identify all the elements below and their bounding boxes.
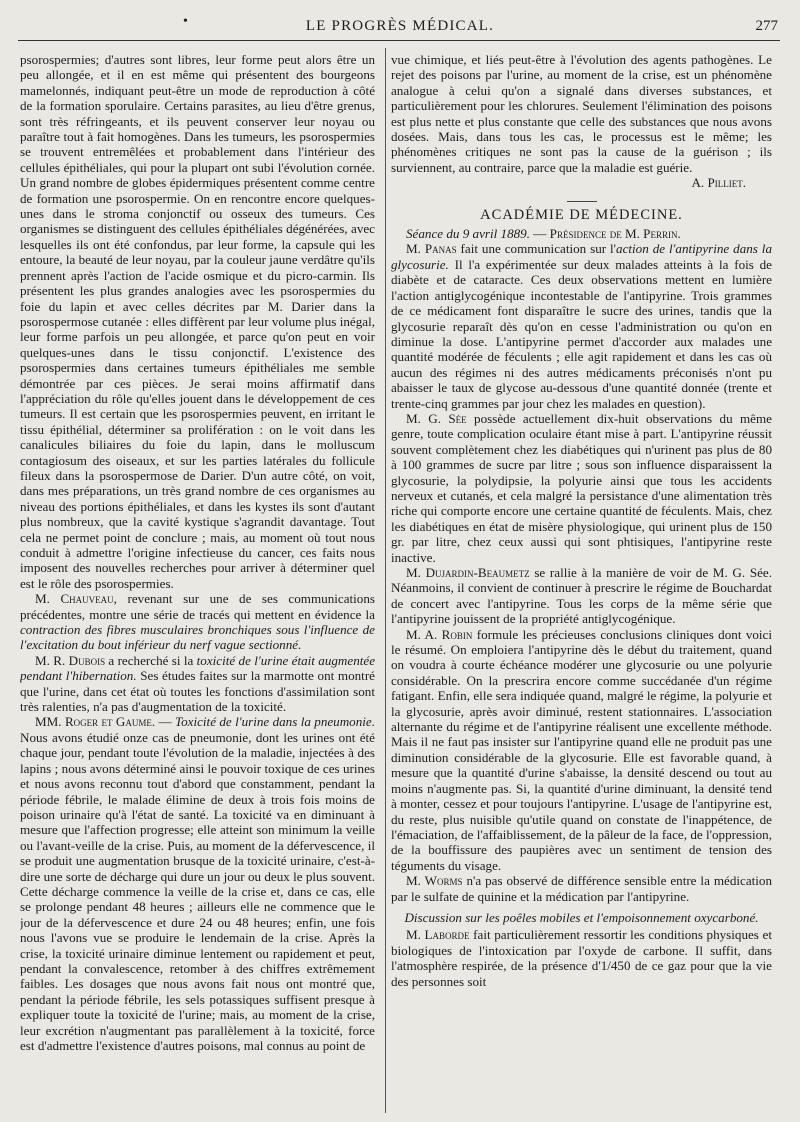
italic-topic: contraction des fibres musculaires bronchiques sous l'influence de l'excitation du bout inférieur du nerf vague sectionné. bbox=[20, 622, 375, 653]
paragraph-dujardin-beaumetz bbox=[391, 565, 772, 627]
section-rule bbox=[567, 201, 597, 202]
section-title bbox=[391, 201, 772, 223]
paragraph-panas bbox=[391, 241, 772, 410]
paragraph-text: revenant sur une de ses communications précédentes, montre une série de tracés qui mettent en évidence la bbox=[20, 591, 375, 622]
discussion-title: Discussion sur les poêles mobiles et l'empoisonnement oxycarboné. bbox=[404, 909, 759, 925]
header-rule bbox=[18, 40, 780, 41]
paragraph-text: Il l'a expérimentée sur deux malades atteints à la fois de diabète et de cataracte. Ces deux observations mettent en lumière l'action antiglycogénique incontestable de l'antipyrine. Trois grammes de ce médicament font disparaître le sucre des urines, tandis que la glycosurie reparaît dès qu'on en cesse l'administration ou qu'on en diminue la dose. L'antipyrine permet d'accorder aux malades une quantité modérée de féculents ; elle agit rapidement et dans les cas où aucun des régimes ni des autres médicaments préconisés n'ont pu abaisser le taux de glycose au-dessous d'une quantité donnée (trente et trente-cinq grammes par jour chez les malades en question). bbox=[391, 256, 772, 411]
paragraph-continuation: vue chimique, et liés peut-être à l'évolution des agents pathogènes. Le rejet des poisons par l'urine, au moment de la crise, est un phénomène analogue à celui qu'on a signalé dans diverses substances, et particulièrement pour les chlorures. Seulement l'élimination des poisons est plus nette et plus constante que celle des substances que nous avons dosées. Mais, dans tous les cas, le processus est le même; les phénomènes critiques ne sont pas la cause de la guérison ; ils surviennent, au contraire, parce que la maladie est guérie. bbox=[391, 52, 772, 175]
column-divider bbox=[385, 48, 386, 1113]
dash-separator: — bbox=[155, 714, 176, 730]
paragraph-psorospermies: psorospermies; d'autres sont libres, leur forme peut alors être un peu allongée, et il en est même qui présentent des bourgeons mamelonnés, indiquant peut-être un mode de reproduction à côté de la formation sporulaire. Certains parasites, au lieu d'être grenus, sont très réfringeants, et ils peuvent conserver leur noyau ou paraître tout à fait homogènes. Dans les tumeurs, les psorospermies se trouvent entremêlées et probablement dans l'intérieur des cellules épithéliales, qui pour la plupart ont subi l'évolution cornée. Un grand nombre de globes épidermiques présentent comme centre de formation une psorospermie. On en rencontre encore quelques-unes dans le stroma conjonctif ou osseux des tumeurs. Ces organismes se distinguent des cellules épithéliales dégénérées, avec lesquelles ils ont été confondus, par leur forme, la capsule qui les entoure, la beauté de leur noyau, par la couleur jaune verdâtre qu'ils prennent après l'action de l'acide osmique et du picro-carmin. Ils présentent les plus grandes analogies avec les psorospermies du foie du lapin et avec celles décrites par M. Darier dans la psorospermose cutanée : elles diffèrent par leur volume plus inégal, leur forme parfois un peu allongée, et parce qu'on peut en voir quelques-unes dans le tissu conjonctif. L'existence des psorospermies dans certaines tumeurs épithéliales me semble démontrée par ces pièces. Je serai moins affirmatif dans l'appréciation du rôle qu'elles jouent dans le développement de ces tumeurs. Il est certain que les psorospermies peuvent, en irritant le tissu épithélial, déterminer sa prolifération : on le voit dans les canalicules biliaires du foie du lapin, dans le molluscum contagiosum des oiseaux, et sur les parties latérales du follicule fileux dans la psorospermose de Darier. D'un autre côté, on voit, dans mes préparations, un très grand nombre de ces organismes au niveau des portions épithéliales, et dans les kystes ils sont d'autant plus nombreux, que la cavité kystique s'agrandit davantage. Tout cela ne permet point de conclure ; mais, au moment où tout nous conduit à admettre l'origine infectieuse du cancer, ces faits nous imposent des nouvelles recherches pour arriver à déterminer quel est le rôle des psorospermies. bbox=[20, 52, 375, 591]
author-name: M. A. Robin bbox=[406, 626, 473, 642]
seance-date: Séance du 9 avril 1889. bbox=[406, 226, 531, 242]
paragraph-text: possède actuellement dix-huit observations du même genre, toute complication oculaire étant mise à part. L'antipyrine réussit souvent complètement chez les diabétiques qui n'urinent pas plus de 80 à 100 grammes de sucre par litre ; sous son influence disparaissent la glycosurie, la polydipsie, la polyurie ainsi que tous les accidents nerveux et cutanés, et cela malgré la persistance d'une alimentation très riche qui comporte encore une certaine quantité de féculents. Mais, chez les diabétiques en état de misère physiologique, qui urinent plus de 150 gr. par litre, chez ceux aussi qui sont phtisiques, l'antipyrine reste inactive. bbox=[391, 410, 772, 565]
italic-topic: action de l'antipyrine dans la glycosurie. bbox=[391, 241, 772, 272]
header-dot: • bbox=[183, 14, 188, 29]
paragraph-text: formule les précieuses conclusions cliniques dont voici le résumé. On emploiera l'antipyrine dès le début du traitement, quand on voudra à courte échéance modérer une glycosurie ou une polyurie considérable. On la prescrira encore comme succédanée d'un régime fatigant. Enfin, elle sera indiquée quand, malgré le régime, la polyurie et la glycosurie, après avoir diminué, restent stationnaires. L'association alternante du régime et de l'antipyrine réalisent une excellente méthode. Mais il ne faut pas insister sur l'antipyrine quand elle ne produit pas une diminution considérable de la glycosurie. Elle est favorable quand, à mesure que la quantité d'urine s'abaisse, la densité descend ou tout au moins n'augmente pas. Si, la quantité d'urine diminuant, la densité tend à monter, cessez et pour toujours l'antipyrine. L'usage de l'antipyrine est, du reste, plus nuisible qu'utile quand on constate de l'inappétence, de l'émaciation, de l'affaiblissement, de la pâleur de la face, de l'oppression, de la bouffissure des paupières avec un sentiment de tension des téguments du visage. bbox=[391, 626, 772, 873]
paragraph-robin bbox=[391, 627, 772, 874]
author-name: M. Worms bbox=[406, 873, 463, 889]
italic-topic: toxicité de l'urine était augmentée pendant l'hibernation. bbox=[20, 652, 375, 684]
presidence: Présidence de M. Perrin. bbox=[549, 226, 681, 242]
author-name: M. Dujardin-Beaumetz bbox=[406, 565, 530, 580]
section-title-text: ACADÉMIE DE MÉDECINE. bbox=[480, 206, 683, 223]
author-name: MM. Roger et Gaume. bbox=[35, 714, 156, 730]
paragraph-see bbox=[391, 411, 772, 565]
author-name: M. Panas bbox=[406, 241, 457, 257]
journal-title: LE PROGRÈS MÉDICAL. bbox=[305, 18, 495, 34]
page-number: 277 bbox=[755, 18, 778, 34]
paragraph-text: Nous avons étudié onze cas de pneumonie, dont les urines ont été chaque jour, pendant toute l'évolution de la maladie, injectées à des lapins ; nous avons déterminé ainsi le pouvoir toxique de ces urines et nous avons reconnu tout d'abord que constamment, pendant la période fébrile, le malade élimine de deux à trois fois moins de poison urinaire qu'à l'état de santé. La toxicité va en diminuant à mesure que l'affection progresse; elle atteint son minimum la veille ou l'avant-veille de la crise. Puis, au moment de la défervescence, il se produit une augmentation brusque de la toxicité urinaire, c'est-à-dire une sorte de décharge qui dure un jour ou deux le plus souvent. Cette décharge commence la veille de la crise et, dans ce cas, elle se prolonge pendant 48 heures ; ailleurs elle ne commence que le jour de la défervescence et dure 24 ou 48 heures; enfin, une fois nous l'avons vue se produire le lendemain de la crise. Après la crise, la toxicité urinaire diminue lentement ou rapidement et peut, pendant la convalescence, retomber à des chiffres extrêmement faibles. Les dosages que nous avons fait nous ont montré que, pendant la période fébrile, les sels potassiques suffisent presque à expliquer toute la toxicité de l'urine; mais, au moment de la crise, leur excrétion n'augmentant pas parallèlement à la toxicité, force est d'admettre l'existence d'autres poisons, mal connus au point de bbox=[20, 729, 375, 1053]
author-name: M. Laborde bbox=[406, 927, 470, 943]
dash-separator: — bbox=[530, 226, 550, 242]
author-name: M. G. Sée bbox=[406, 410, 467, 426]
paragraph-worms bbox=[391, 873, 772, 904]
left-column bbox=[20, 52, 375, 1112]
paragraph-chauveau bbox=[20, 591, 375, 653]
paragraph-text: fait une communication sur l' bbox=[456, 241, 617, 257]
paragraph-roger-gaume bbox=[20, 714, 375, 1053]
paragraph-text: Ses études faites sur la marmotte ont montré que l'urine, dans cet état où toutes les fonctions d'assimilation sont très ralenties, n'a pas d'augmentation de la toxicité. bbox=[20, 668, 375, 715]
right-column bbox=[391, 52, 772, 1112]
paragraph-dubois bbox=[20, 653, 375, 715]
author-name: M. R. Dubois bbox=[35, 652, 106, 668]
author-name: M. Chauveau, bbox=[35, 591, 117, 607]
paragraph-laborde bbox=[391, 927, 772, 989]
running-header bbox=[0, 14, 800, 38]
seance-line bbox=[391, 226, 772, 241]
paragraph-text: se rallie à la manière de voir de M. G. Sée. Néanmoins, il convient de continuer à prescrire le régime de Bouchardat de concert avec l'antipyrine. Tous les corps de la même série que l'antipyrine jouissent de la propriété antiglycogénique. bbox=[391, 565, 772, 627]
italic-topic: Toxicité de l'urine dans la pneumonie. bbox=[175, 714, 375, 730]
paragraph-text: a recherché si la bbox=[105, 652, 197, 668]
paragraph-text: fait particulièrement ressortir les conditions physiques et biologiques de l'intoxication par l'oxyde de carbone. Il suffit, dans l'atmosphère respirée, de la présence d'1/450 de ce gaz pour que la vie des personnes soit bbox=[391, 927, 772, 989]
paragraph-text: n'a pas observé de différence sensible entre la médication par le sulfate de quinine et la médication par l'antipyrine. bbox=[391, 873, 772, 904]
signature-name: A. Pilliet. bbox=[691, 175, 746, 191]
signature bbox=[391, 175, 772, 190]
